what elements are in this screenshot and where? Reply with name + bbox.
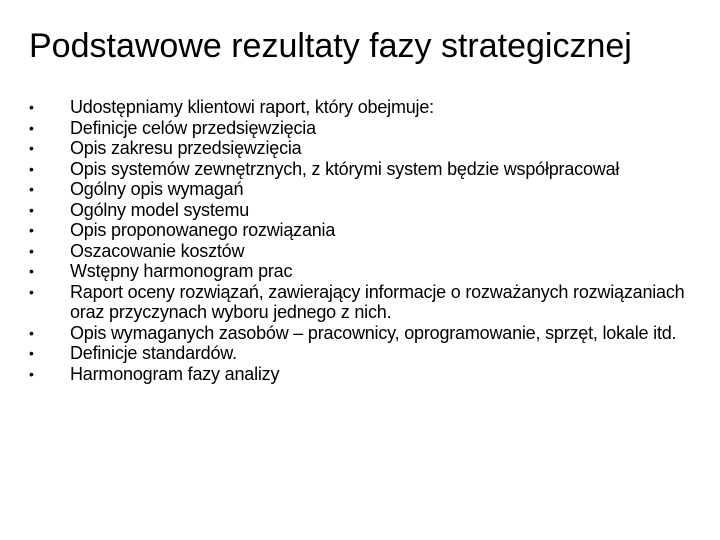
- bullet-icon: •: [29, 324, 34, 341]
- list-item-text: Definicje standardów.: [70, 343, 237, 363]
- list-item-text: Harmonogram fazy analizy: [70, 363, 280, 384]
- list-item: [26, 97, 698, 118]
- list-item: [26, 261, 698, 282]
- list-item-text: Oszacowanie kosztów: [70, 240, 245, 261]
- list-item: [26, 159, 698, 180]
- bullet-icon: •: [29, 201, 34, 218]
- bullet-icon: •: [29, 181, 34, 197]
- bullet-icon: •: [29, 242, 34, 259]
- list-item-text: Wstępny harmonogram prac: [70, 261, 293, 281]
- bullet-icon: •: [29, 119, 34, 136]
- list-item-text: Opis zakresu przedsięwzięcia: [70, 138, 302, 158]
- bullet-icon: •: [29, 99, 34, 115]
- list-item: [26, 282, 698, 323]
- list-item-text: Ogólny opis wymagań: [70, 179, 244, 199]
- bullet-icon: •: [29, 283, 34, 300]
- list-item: [26, 138, 698, 159]
- list-item: [26, 220, 698, 241]
- slide-title: Podstawowe rezultaty fazy strategicznej: [29, 27, 632, 65]
- list-item-text: Opis systemów zewnętrznych, z którymi system będzie współpracował: [70, 158, 620, 179]
- list-item: [26, 241, 698, 262]
- list-item-text: Definicje celów przedsięwzięcia: [70, 117, 316, 138]
- bullet-icon: •: [29, 160, 34, 177]
- list-item-text: Udostępniamy klientowi raport, który obejmuje:: [70, 97, 434, 117]
- list-item: [26, 179, 698, 200]
- list-item: [26, 343, 698, 364]
- list-item: [26, 323, 698, 344]
- bullet-icon: •: [29, 345, 34, 361]
- list-item: [26, 118, 698, 139]
- bullet-icon: •: [29, 222, 34, 238]
- list-item-text: Raport oceny rozwiązań, zawierający informacje o rozważanych rozwiązaniach oraz przyczynach wyboru jednego z nich.: [70, 281, 685, 322]
- bullet-list: [26, 97, 698, 384]
- bullet-icon: •: [29, 140, 34, 156]
- list-item: [26, 364, 698, 385]
- list-item: [26, 200, 698, 221]
- list-item-text: Opis proponowanego rozwiązania: [70, 220, 336, 240]
- list-item-text: Opis wymaganych zasobów – pracownicy, oprogramowanie, sprzęt, lokale itd.: [70, 322, 677, 343]
- list-item-text: Ogólny model systemu: [70, 199, 250, 220]
- bullet-icon: •: [29, 263, 34, 279]
- bullet-icon: •: [29, 365, 34, 382]
